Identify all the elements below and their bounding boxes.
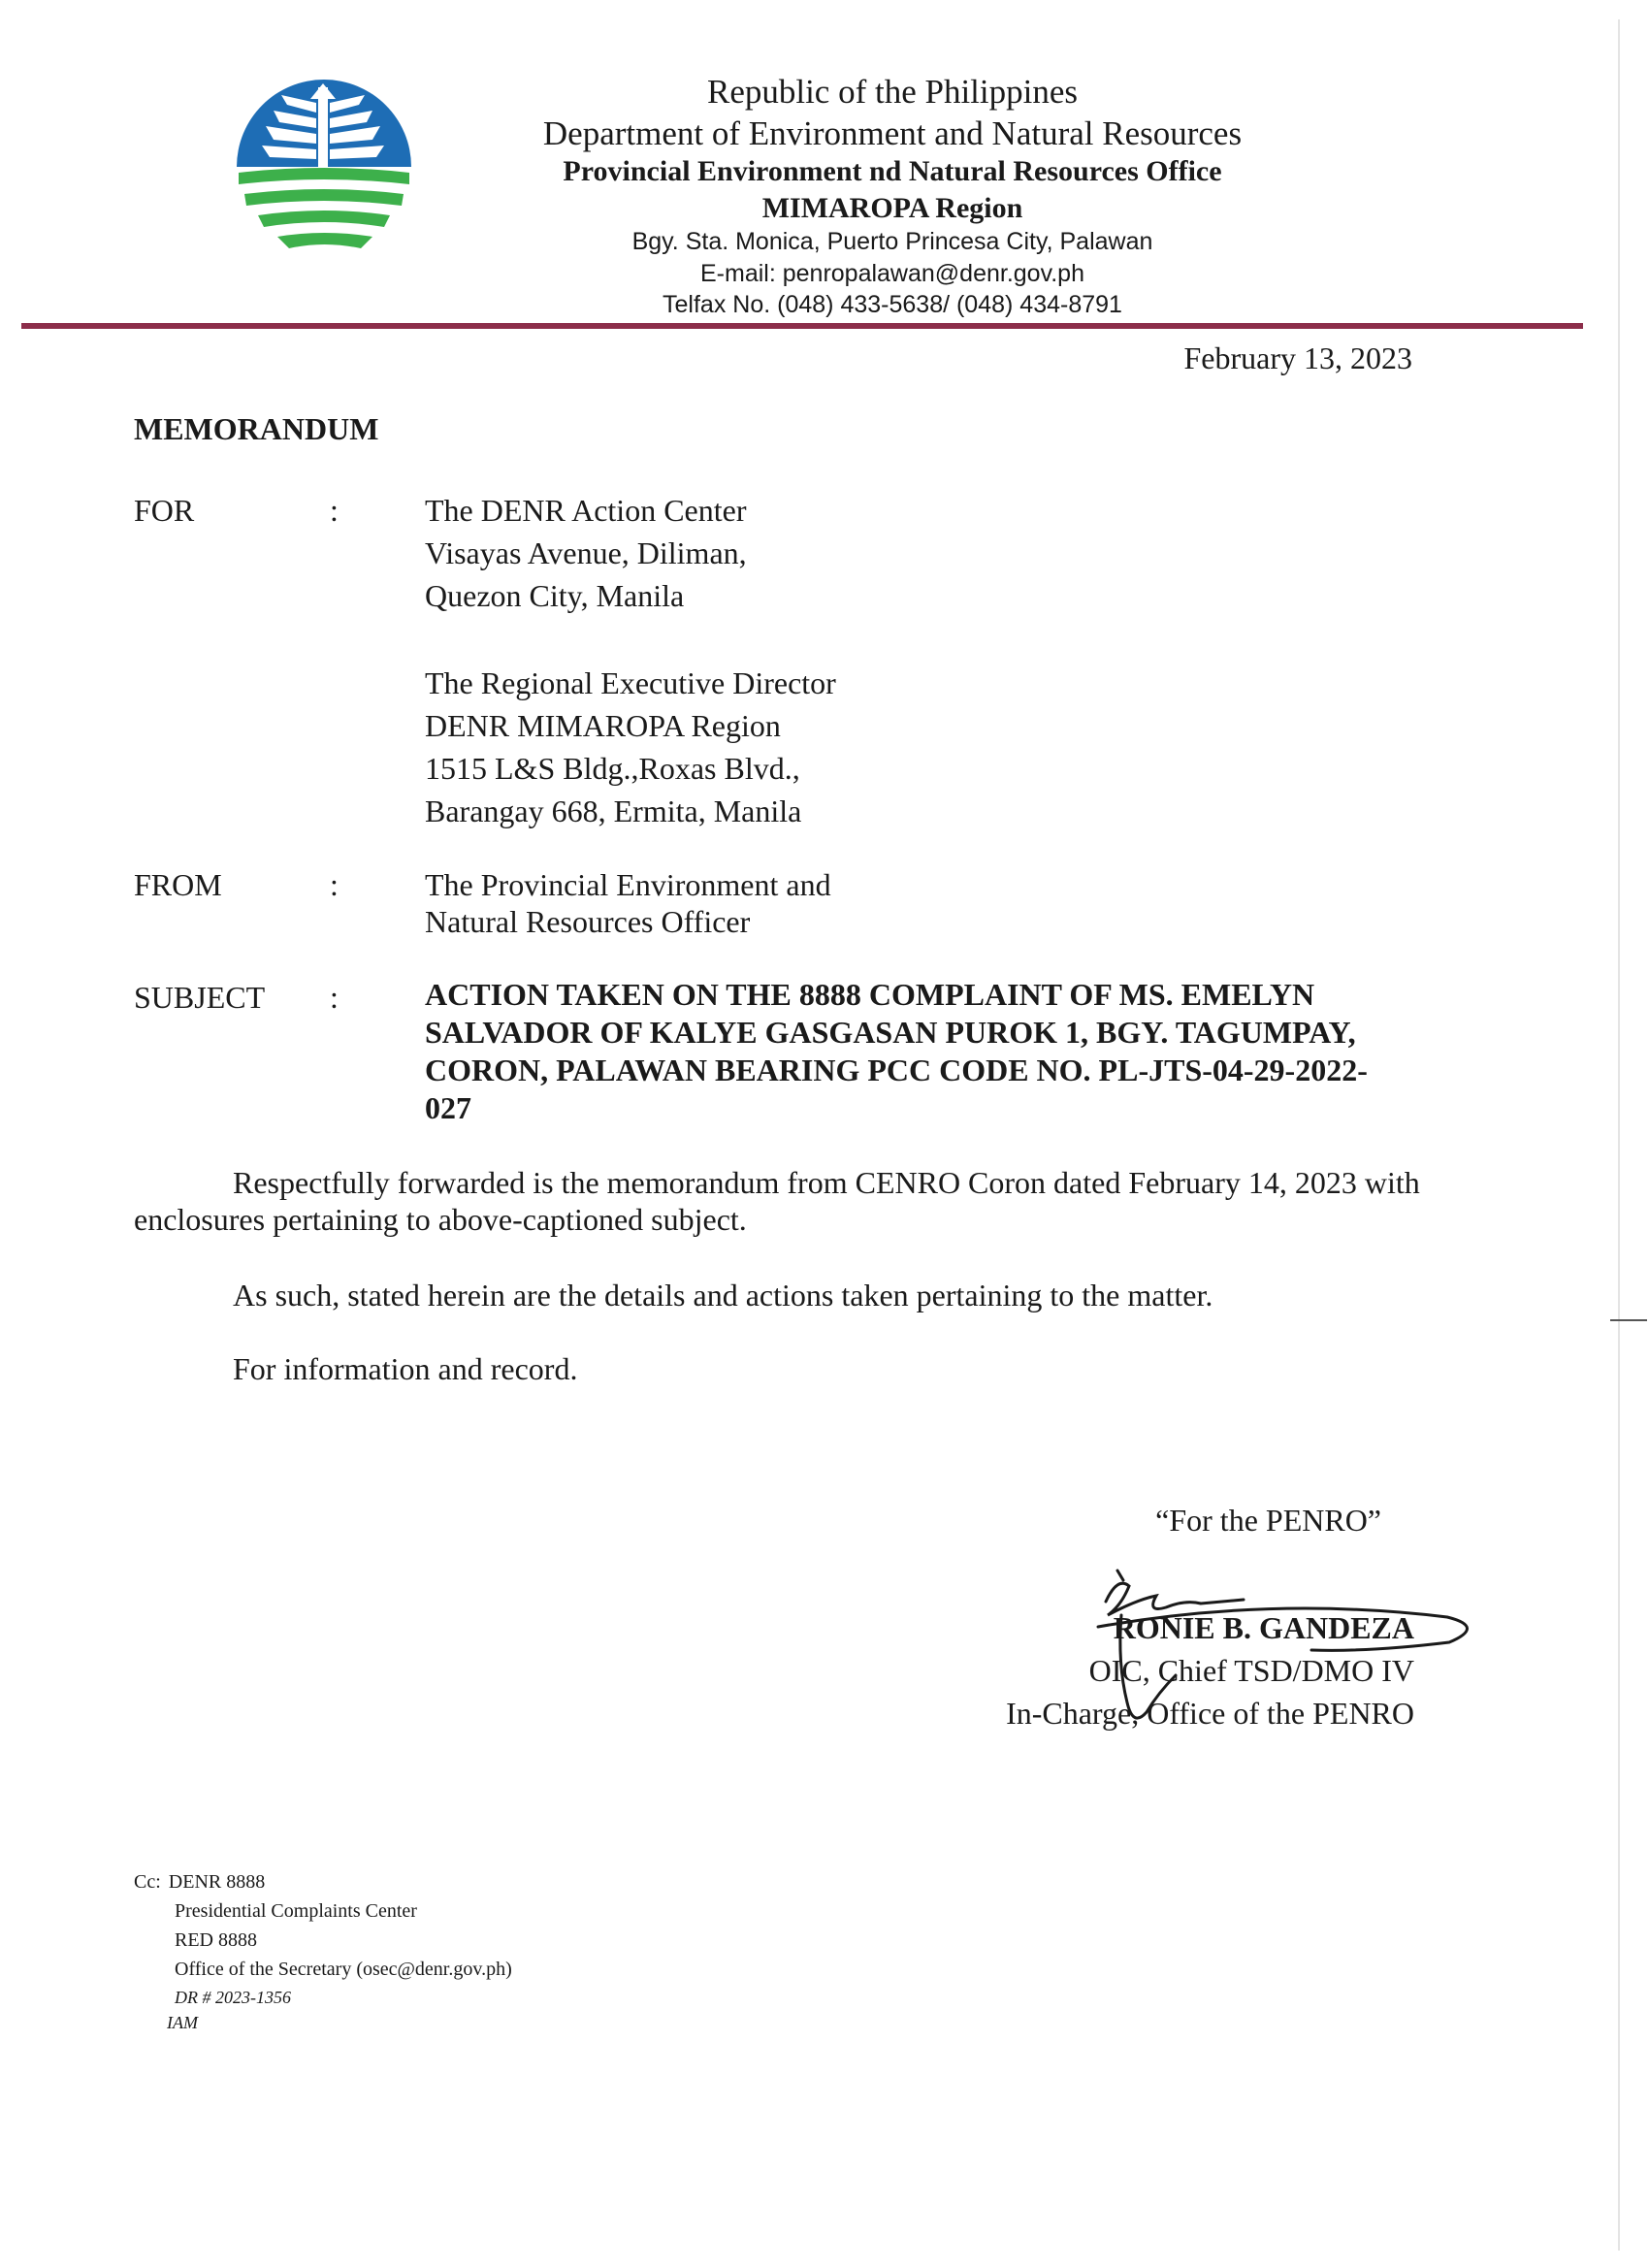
body-paragraph-2: As such, stated herein are the details and actions taken pertaining to the matter. [233, 1278, 1213, 1312]
for-line: Quezon City, Manila [425, 578, 685, 613]
from-label: FROM [134, 867, 222, 902]
signatory-name: RONIE B. GANDEZA [1113, 1610, 1414, 1645]
for-colon: : [330, 493, 339, 528]
document-reference: DR # 2023-1356 [175, 1988, 291, 2007]
cc-item: RED 8888 [175, 1929, 257, 1951]
for-line: DENR MIMAROPA Region [425, 708, 781, 743]
memo-date: February 13, 2023 [1183, 340, 1412, 375]
body-paragraph-3: For information and record. [233, 1351, 578, 1386]
memo-title: MEMORANDUM [134, 411, 379, 446]
header-office: Provincial Environment nd Natural Resources Office [563, 155, 1222, 187]
body-paragraph-1: Respectfully forwarded is the memorandum from CENRO Coron dated February 14, 2023 with enclosures pertaining to above-captioned subject. [134, 1165, 1420, 1237]
from-line: The Provincial Environment and [425, 867, 831, 902]
subject-colon: : [330, 980, 339, 1015]
header-address: Bgy. Sta. Monica, Puerto Princesa City, Palawan [631, 228, 1153, 255]
cc-label: Cc: [134, 1871, 161, 1893]
subject-text [425, 976, 1424, 1127]
from-line: Natural Resources Officer [425, 904, 751, 939]
for-line: 1515 L&S Bldg.,Roxas Blvd., [425, 751, 800, 786]
header-region: MIMAROPA Region [761, 192, 1023, 224]
scan-edge [1618, 19, 1620, 2251]
for-line: The Regional Executive Director [425, 665, 836, 700]
header-divider [21, 323, 1583, 329]
for-recipient-2 [425, 662, 836, 832]
for-line: The DENR Action Center [425, 493, 747, 528]
subject-line: SALVADOR OF KALYE GASGASAN PUROK 1, BGY. TAGUMPAY, [425, 1015, 1356, 1050]
for-line: Barangay 668, Ermita, Manila [425, 794, 802, 828]
signatory-office: In-Charge, Office of the PENRO [1006, 1696, 1414, 1731]
scan-mark [1610, 1319, 1647, 1321]
typist-initials: IAM [167, 2013, 198, 2032]
subject-line: 027 [425, 1090, 471, 1125]
signatory-title: OIC, Chief TSD/DMO IV [1088, 1653, 1414, 1688]
subject-line: ACTION TAKEN ON THE 8888 COMPLAINT OF MS. EMELYN [425, 977, 1315, 1012]
from-colon: : [330, 867, 339, 902]
header-email: E-mail: penropalawan@denr.gov.ph [700, 260, 1084, 287]
from-sender [425, 863, 831, 937]
header-republic: Republic of the Philippines [706, 73, 1079, 111]
for-label: FOR [134, 493, 195, 528]
header-telfax: Telfax No. (048) 433-5638/ (048) 434-8791 [663, 291, 1122, 318]
cc-item: Office of the Secretary (osec@denr.gov.ph) [175, 1959, 512, 1980]
for-recipient-1 [425, 489, 747, 617]
subject-line: CORON, PALAWAN BEARING PCC CODE NO. PL-JTS-04-29-2022- [425, 1053, 1368, 1087]
cc-list [169, 1867, 512, 1984]
cc-item: DENR 8888 [168, 1871, 266, 1893]
signature-for-line: “For the PENRO” [1155, 1503, 1381, 1538]
cc-item: Presidential Complaints Center [175, 1900, 417, 1922]
for-line: Visayas Avenue, Diliman, [425, 535, 747, 570]
header-department: Department of Environment and Natural Resources [542, 114, 1243, 152]
subject-label: SUBJECT [134, 980, 266, 1015]
